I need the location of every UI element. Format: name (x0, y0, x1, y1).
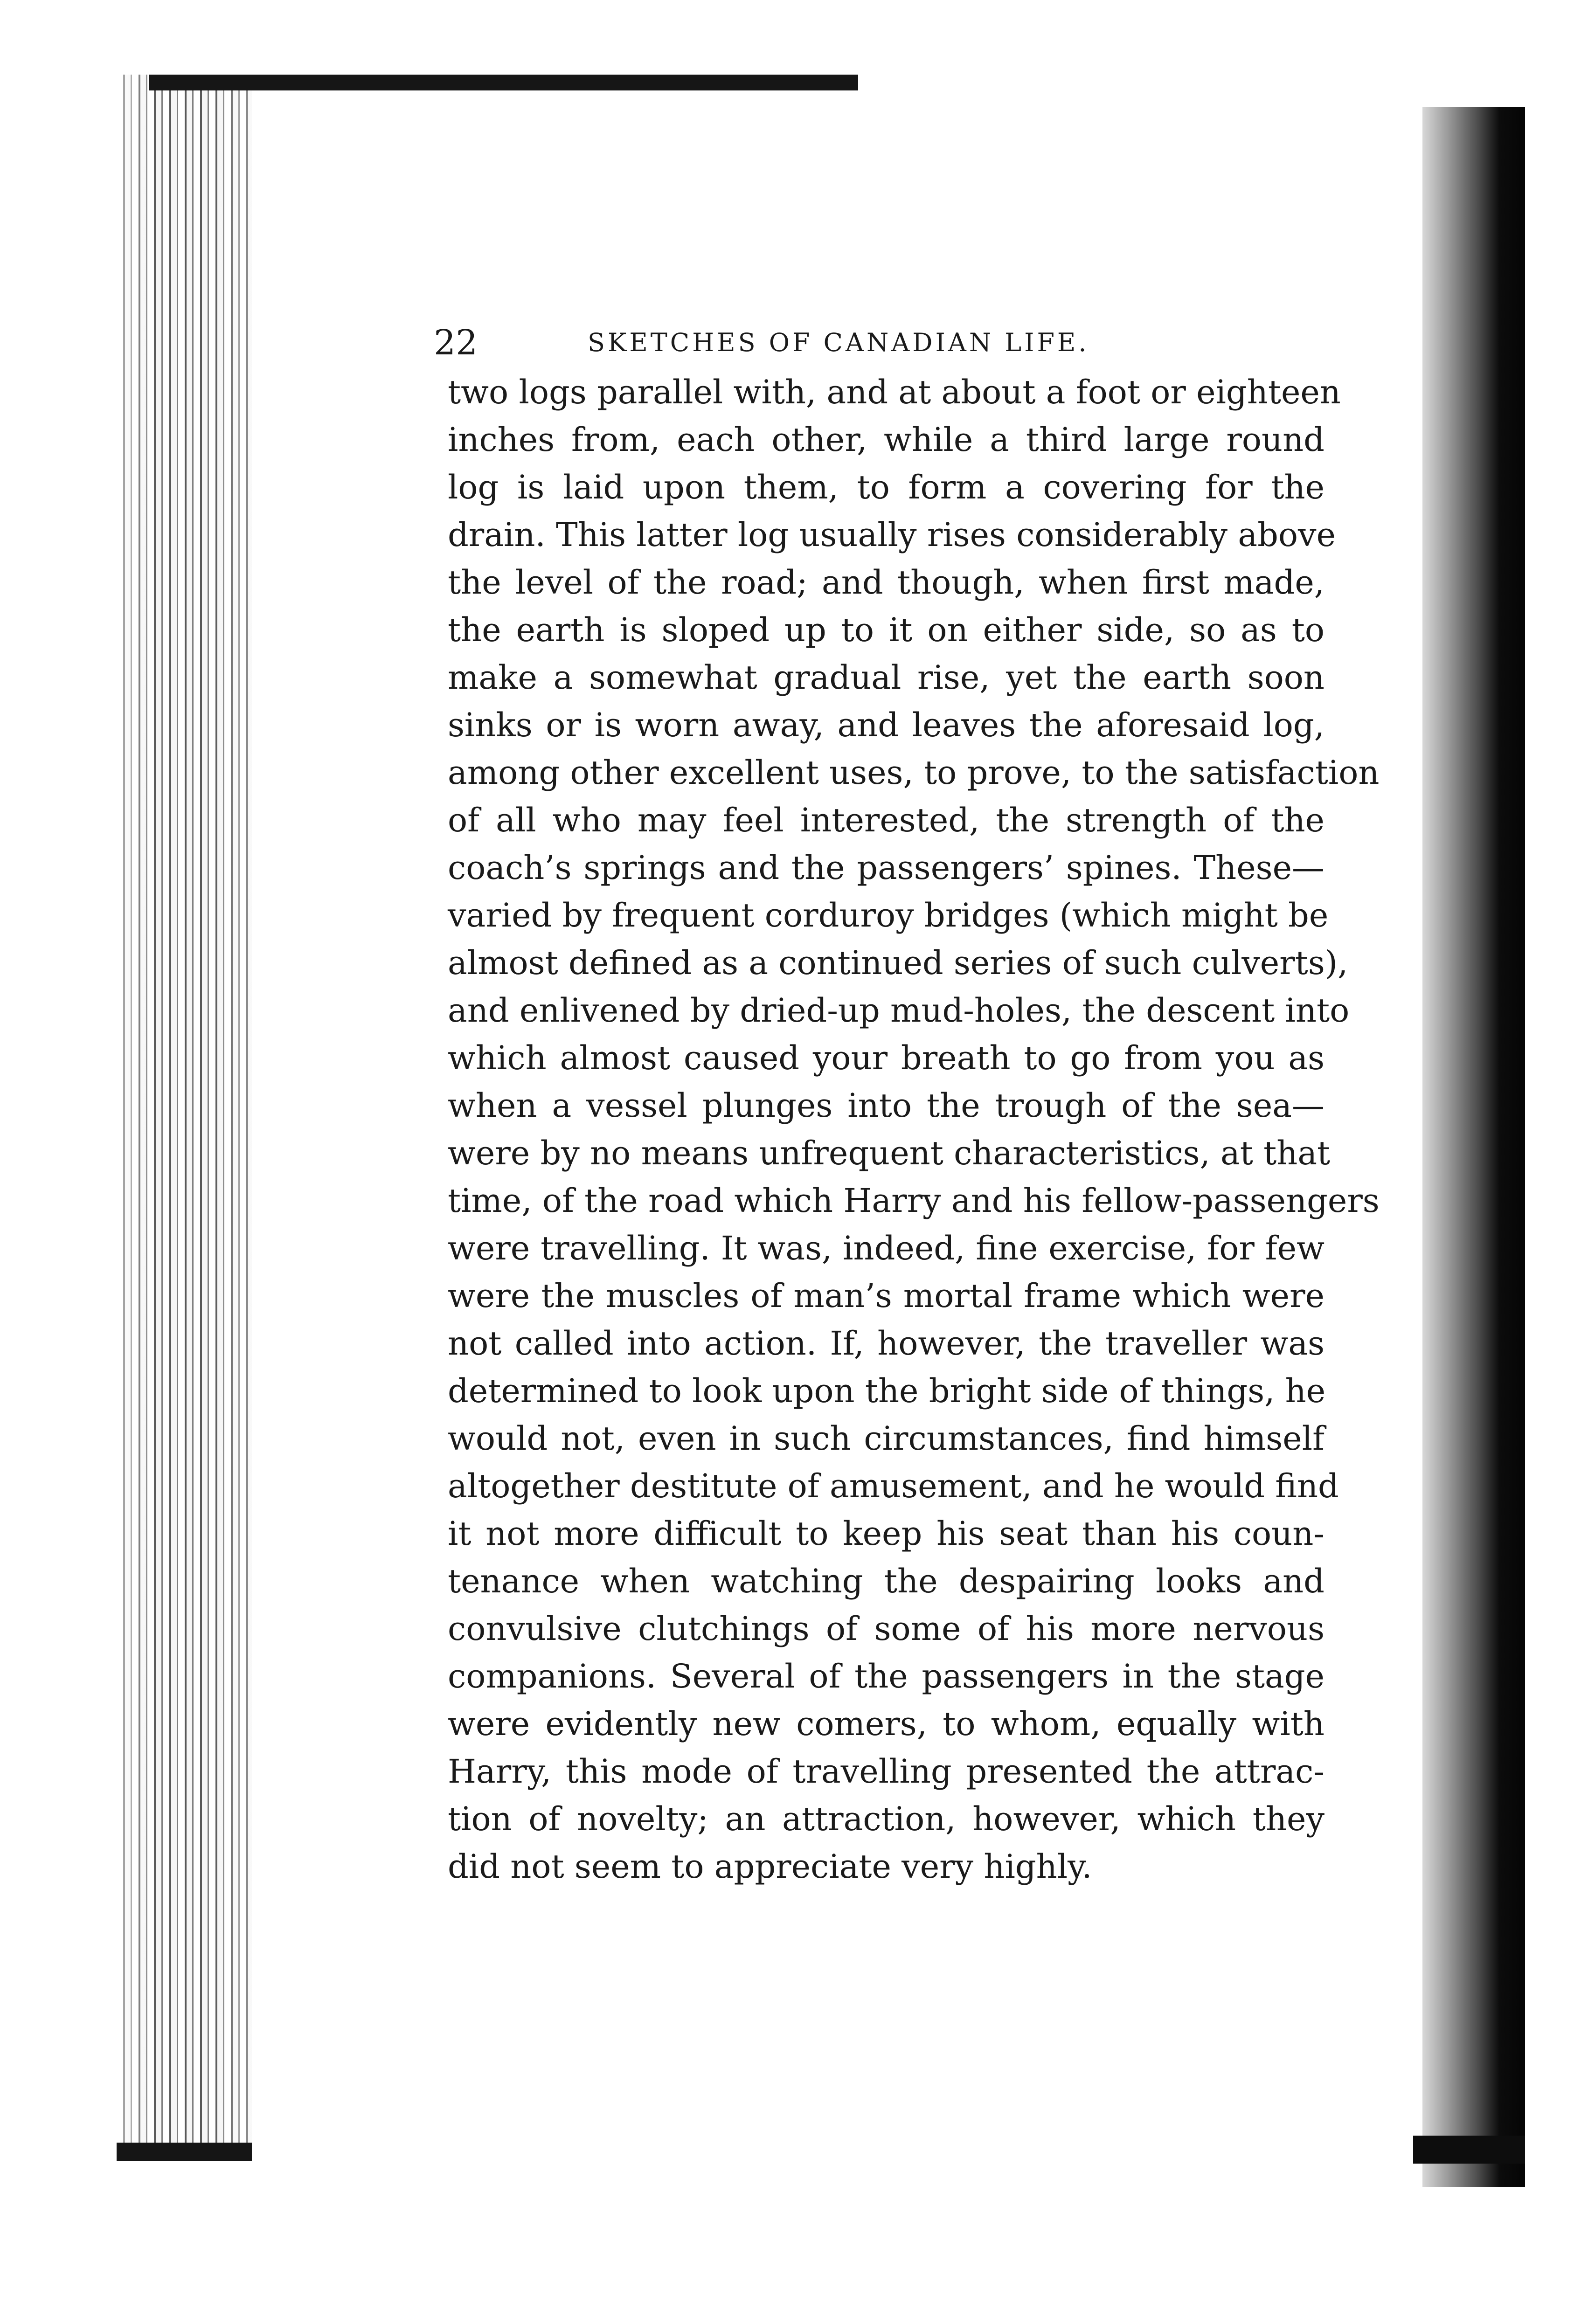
text-line: of all who may feel interested, the strength of the (448, 801, 1324, 839)
page-text-block (434, 317, 1380, 1890)
text-line: were by no means unfrequent characteristics, at that (448, 1134, 1331, 1172)
text-line: which almost caused your breath to go from you as (448, 1039, 1324, 1077)
text-line: two logs parallel with, and at about a foot or eighteen (448, 373, 1341, 411)
text-line: it not more difficult to keep his seat than his coun- (448, 1515, 1324, 1553)
text-line: convulsive clutchings of some of his more nervous (448, 1610, 1324, 1648)
text-line: were evidently new comers, to whom, equally with (448, 1705, 1324, 1743)
text-line: sinks or is worn away, and leaves the aforesaid log, (448, 706, 1324, 744)
text-line: drain. This latter log usually rises considerably above (448, 516, 1336, 554)
text-line: were travelling. It was, indeed, fine exercise, for few (448, 1229, 1324, 1267)
text-line: not called into action. If, however, the traveller was (448, 1324, 1324, 1363)
body-text (448, 368, 1380, 1890)
text-line: among other excellent uses, to prove, to the satisfaction (448, 754, 1380, 792)
text-line: log is laid upon them, to form a covering for the (448, 468, 1324, 506)
text-line: tenance when watching the despairing looks and (448, 1562, 1324, 1600)
text-line: the earth is sloped up to it on either side, so as to (448, 611, 1324, 649)
page-right-edge (1422, 107, 1525, 2187)
text-line-last: did not seem to appreciate very highly. (448, 1847, 1092, 1886)
text-line: determined to look upon the bright side of things, he (448, 1372, 1326, 1410)
text-line: the level of the road; and though, when first made, (448, 563, 1324, 602)
page-top-edge (149, 75, 858, 90)
text-line: varied by frequent corduroy bridges (which might be (448, 896, 1329, 934)
text-line: companions. Several of the passengers in the stage (448, 1657, 1324, 1695)
text-line: when a vessel plunges into the trough of the sea— (448, 1086, 1324, 1125)
running-head (434, 317, 1324, 368)
text-line: tion of novelty; an attraction, however, which they (448, 1800, 1324, 1838)
text-line: coach’s springs and the passengers’ spines. These— (448, 849, 1324, 887)
text-line: Harry, this mode of travelling presented the attrac- (448, 1752, 1324, 1791)
text-line: almost defined as a continued series of such culverts), (448, 944, 1348, 982)
text-line: were the muscles of man’s mortal frame which were (448, 1277, 1324, 1315)
page-number: 22 (434, 323, 478, 363)
binding-edge-fade (117, 75, 252, 2154)
page-bottom-right-edge (1413, 2136, 1525, 2164)
page-bottom-edge (117, 2143, 252, 2161)
running-title: SKETCHES OF CANADIAN LIFE. (588, 328, 1089, 357)
text-line: make a somewhat gradual rise, yet the earth soon (448, 658, 1324, 697)
text-line: and enlivened by dried-up mud-holes, the descent into (448, 991, 1350, 1030)
text-line: altogether destitute of amusement, and he would find (448, 1467, 1339, 1505)
text-line: time, of the road which Harry and his fellow-passengers (448, 1182, 1380, 1220)
text-line: inches from, each other, while a third large round (448, 421, 1324, 459)
text-line: would not, even in such circumstances, find himself (448, 1419, 1324, 1458)
